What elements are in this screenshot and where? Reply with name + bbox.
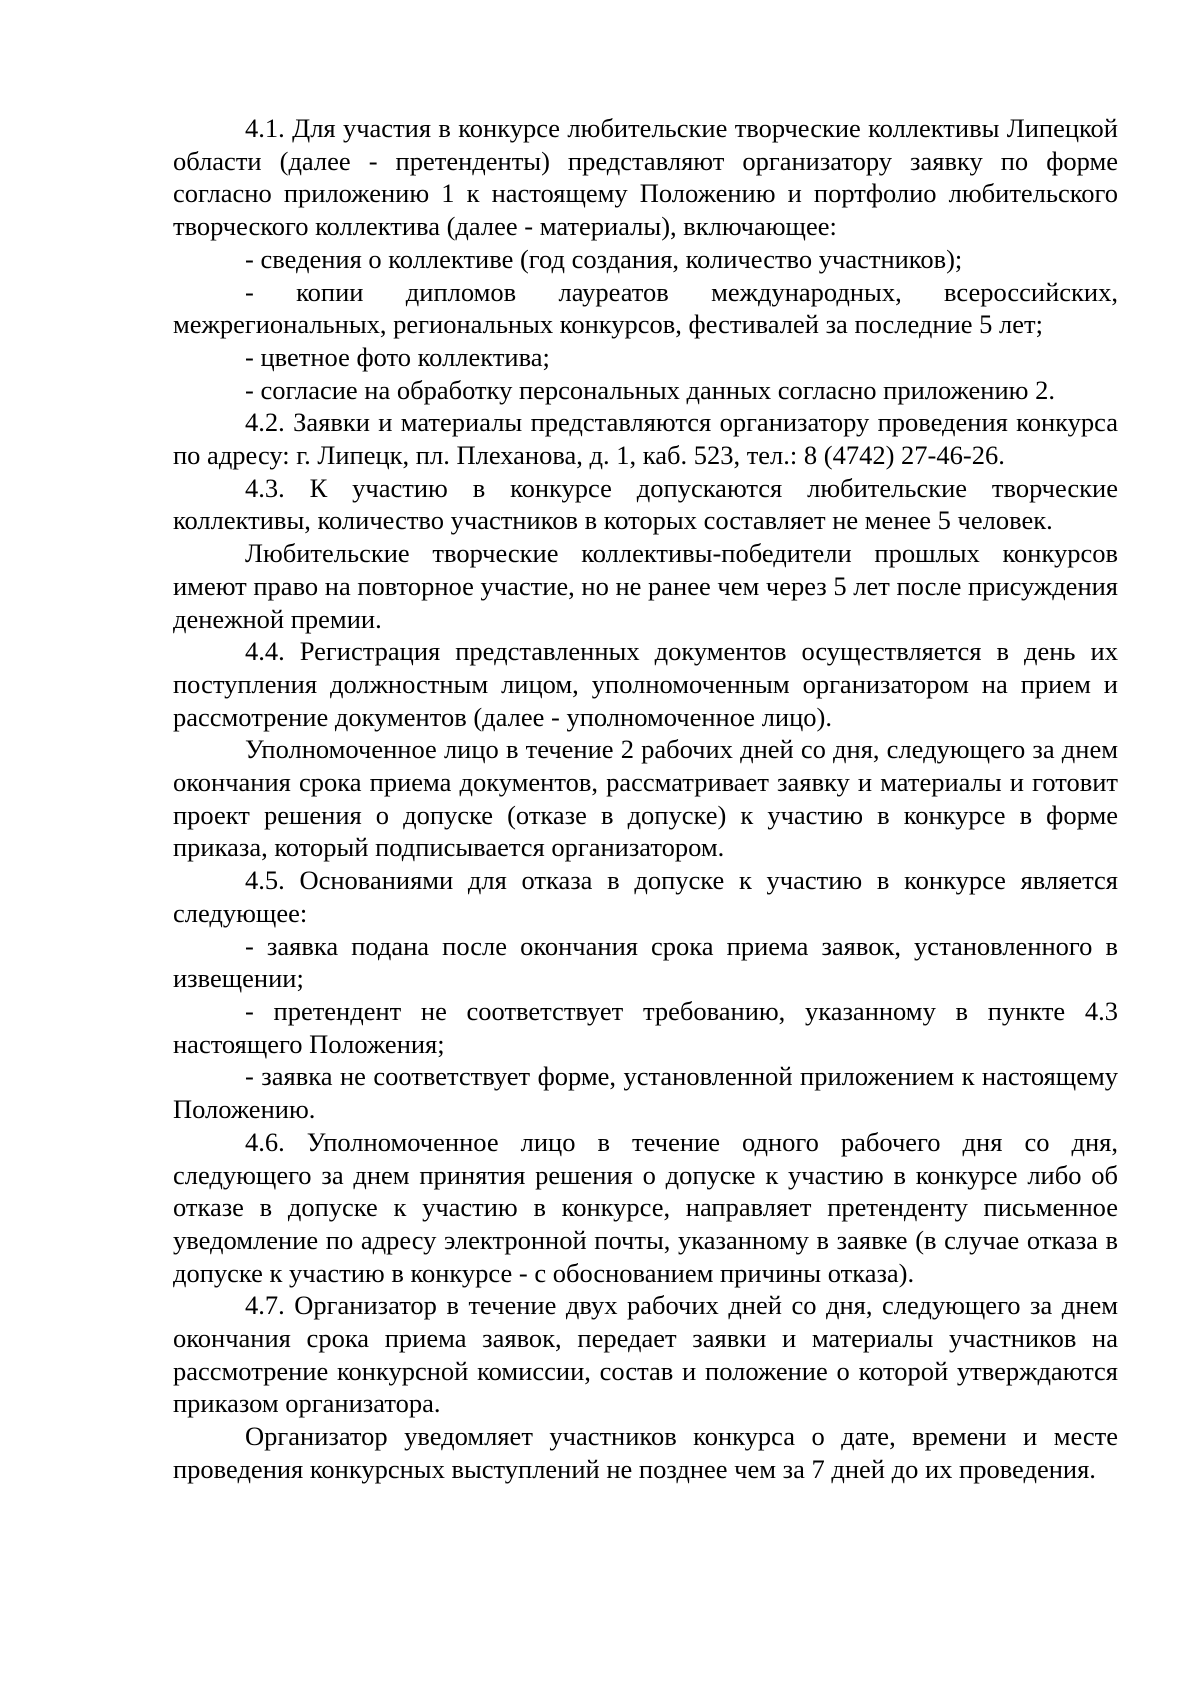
list-item-requirement-mismatch: - претендент не соответствует требованию, указанному в пункте 4.3 настоящего Положения; (173, 995, 1118, 1059)
paragraph-4-2: 4.2. Заявки и материалы представляются организатору проведения конкурса по адресу: г. Липецк, пл. Плеханова, д. 1, каб. 523, тел.: 8 (4742) 27-46-26. (173, 407, 1118, 471)
paragraph-4-3: 4.3. К участию в конкурсе допускаются любительские творческие коллективы, количество участников в которых составляет не менее 5 человек. (173, 472, 1118, 536)
list-item-late-application: - заявка подана после окончания срока приема заявок, установленного в извещении; (173, 930, 1118, 994)
paragraph-organizer-notice: Организатор уведомляет участников конкурса о дате, времени и месте проведения конкурсных выступлений не позднее чем за 7 дней до их проведения. (173, 1421, 1118, 1484)
list-item-collective-info: - сведения о коллективе (год создания, количество участников); (245, 243, 963, 274)
paragraph-previous-winners: Любительские творческие коллективы-победители прошлых конкурсов имеют право на повторное участие, но не ранее чем через 5 лет после присуждения денежной премии. (173, 538, 1118, 634)
document-page (173, 112, 1118, 1486)
paragraph-4-5: 4.5. Основаниями для отказа в допуске к участию в конкурсе является следующее: (173, 865, 1118, 928)
paragraph-authorized-person: Уполномоченное лицо в течение 2 рабочих дней со дня, следующего за днем окончания срока приема документов, рассматривает заявку и материалы и готовит проект решения о допуске (отказе в допуске) к участию в конкурсе в форме приказа, который подписывается организатором. (173, 734, 1118, 863)
paragraph-4-4: 4.4. Регистрация представленных документов осуществляется в день их поступления должностным лицом, уполномоченным организатором на прием и рассмотрение документов (далее - уполномоченное лицо). (173, 636, 1118, 732)
list-item-color-photo: - цветное фото коллектива; (245, 341, 550, 372)
paragraph-4-1: 4.1. Для участия в конкурсе любительские творческие коллективы Липецкой области (далее - претенденты) представляют организатору заявку по форме согласно приложению 1 к настоящему Положению и портфолио любительского творческого коллектива (далее - материалы), включающее: (173, 113, 1118, 242)
paragraph-4-7: 4.7. Организатор в течение двух рабочих дней со дня, следующего за днем окончания срока приема заявок, передает заявки и материалы участников на рассмотрение конкурсной комиссии, состав и положение о которой утверждаются приказом организатора. (173, 1290, 1118, 1419)
list-item-personal-data-consent: - согласие на обработку персональных данных согласно приложению 2. (245, 374, 1055, 405)
list-item-diploma-copies: - копии дипломов лауреатов международных, всероссийских, межрегиональных, региональных конкурсов, фестивалей за последние 5 лет; (173, 276, 1118, 340)
list-item-form-mismatch: - заявка не соответствует форме, установленной приложением к настоящему Положению. (173, 1061, 1118, 1125)
paragraph-4-6: 4.6. Уполномоченное лицо в течение одного рабочего дня со дня, следующего за днем принятия решения о допуске к участию в конкурсе либо об отказе в допуске к участию в конкурсе, направляет претенденту письменное уведомление по адресу электронной почты, указанному в заявке (в случае отказа в допуске к участию в конкурсе - с обоснованием причины отказа). (173, 1126, 1118, 1288)
